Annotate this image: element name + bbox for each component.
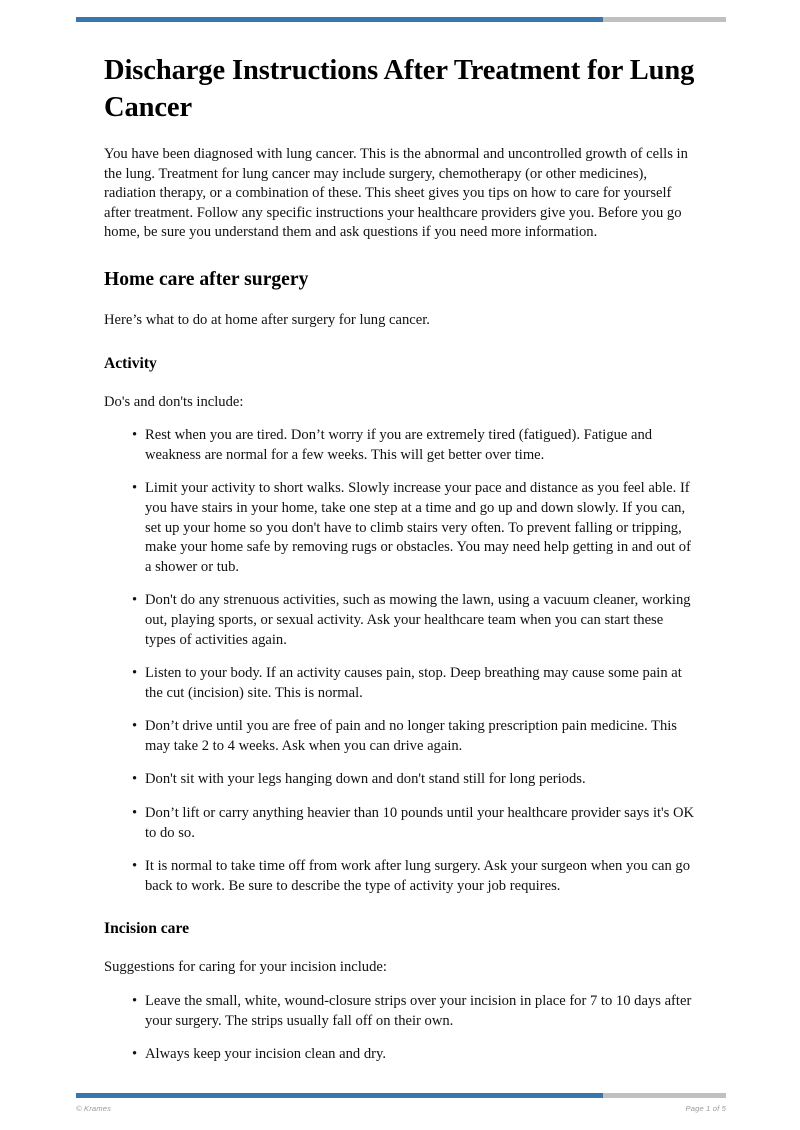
page-footer [76,1101,726,1115]
subsection-heading-activity: Activity [104,354,157,372]
list-item: • It is normal to take time off from work after lung surgery. Ask your surgeon when you can go back to work. Be sure to describe the type of activity your job requires. [104,857,696,896]
list-item: • Don’t drive until you are free of pain and no longer taking prescription pain medicine. This may take 2 to 4 weeks. Ask when you can drive again. [104,717,696,756]
list-item: • Don't do any strenuous activities, such as mowing the lawn, using a vacuum cleaner, working out, playing sports, or sexual activity. Ask your healthcare team when you can start these types of activities again. [104,591,696,650]
list-item: • Listen to your body. If an activity causes pain, stop. Deep breathing may cause some pain at the cut (incision) site. This is normal. [104,664,696,703]
footer-rule-grey-segment [603,1093,726,1098]
list-item: • Don’t lift or carry anything heavier than 10 pounds until your healthcare provider says it's OK to do so. [104,804,696,843]
page-title: Discharge Instructions After Treatment for Lung Cancer [104,55,695,123]
activity-bullet-list [104,426,696,896]
list-item: • Don't sit with your legs hanging down and don't stand still for long periods. [104,770,696,790]
activity-lead-text: Do's and don'ts include: [104,393,244,410]
header-rule [76,17,726,22]
footer-rule-blue-segment [76,1093,603,1098]
header-rule-blue-segment [76,17,603,22]
list-item: • Rest when you are tired. Don’t worry if you are extremely tired (fatigued). Fatigue and weakness are normal for a few weeks. This will get better over time. [104,426,696,465]
header-rule-grey-segment [603,17,726,22]
document-content [104,52,696,1065]
list-item: • Leave the small, white, wound-closure strips over your incision in place for 7 to 10 days after your surgery. The strips usually fall off on their own. [104,992,696,1031]
list-item: • Always keep your incision clean and dry. [104,1045,696,1065]
footer-rule [76,1093,726,1098]
intro-paragraph: You have been diagnosed with lung cancer. This is the abnormal and uncontrolled growth of cells in the lung. Treatment for lung cancer may include surgery, chemotherapy (or other medicines), radiation therapy, or a combination of these. This sheet gives you tips on how to care for yourself after treatment. Follow any specific instructions your healthcare providers give you. Before you go home, be sure you understand them and ask questions if you need more information. [104,146,688,241]
incision-care-bullet-list [104,992,696,1065]
footer-page-number: Page 1 of 5 [685,1103,726,1113]
home-care-lead-text: Here’s what to do at home after surgery for lung cancer. [104,311,430,328]
list-item: • Limit your activity to short walks. Slowly increase your pace and distance as you feel able. If you have stairs in your home, take one step at a time and go up and down slowly. If you can, set up your home so you don't have to climb stairs very often. To prevent falling or tripping, make your home safe by removing rugs or obstacles. You may need help getting in and out of a shower or tub. [104,479,696,577]
subsection-heading-incision-care: Incision care [104,920,190,938]
footer-copyright: © Krames [76,1103,112,1113]
incision-care-lead-text: Suggestions for caring for your incision include: [104,959,387,976]
section-heading-home-care: Home care after surgery [104,268,309,290]
